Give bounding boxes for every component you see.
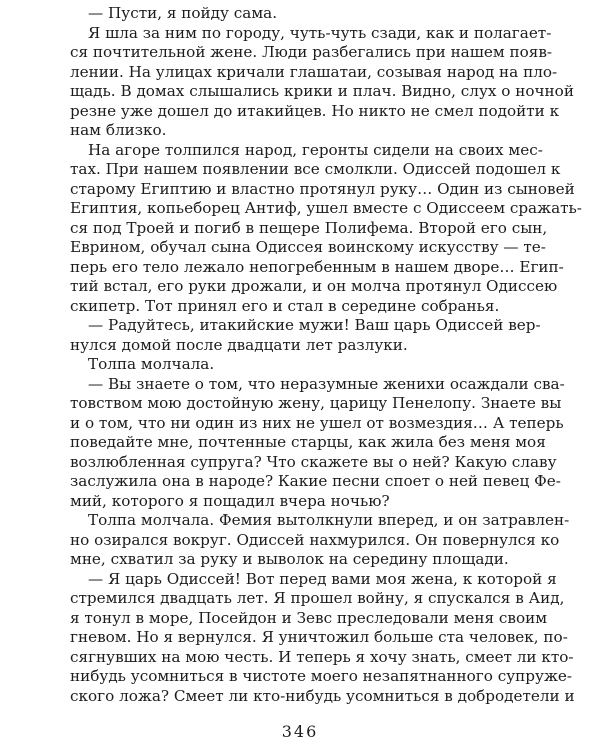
text-line: Египтия, копьеборец Антиф, ушел вместе с Одиссеем сражать- (70, 199, 582, 217)
text-line: скипетр. Тот принял его и стал в середине собранья. (70, 296, 500, 315)
text-line: На агоре толпился народ, геронты сидели на своих мес- (88, 140, 543, 159)
text-line: мий, которого я пощадил вчера ночью? (70, 491, 390, 510)
text-line: я тонул в море, Посейдон и Зевс преследовали меня своим (70, 608, 548, 627)
text-line: Толпа молчала. Фемия вытолкнули вперед, и он затравлен- (88, 511, 570, 529)
text-line: — Радуйтесь, итакийские мужи! Ваш царь Одиссей вер- (88, 316, 541, 334)
text-line: — Вы знаете о том, что неразумные женихи осаждали сва- (88, 374, 565, 393)
text-line: лении. На улицах кричали глашатаи, созывая народ на пло- (70, 62, 558, 81)
text-line: — Я царь Одиссей! Вот перед вами моя жена, к которой я (88, 569, 557, 588)
text-line: стремился двадцать лет. Я прошел войну, я спускался в Аид, (70, 589, 565, 607)
text-line: ся под Троей и погиб в пещере Полифема. Второй его сын, (70, 218, 548, 237)
text-line: нибудь усомниться в чистоте моего незапятнанного супруже- (70, 667, 573, 685)
text-line: нулся домой после двадцати лет разлуки. (70, 335, 408, 354)
text-line: заслужила она в народе? Какие песни споет о ней певец Фе- (70, 472, 561, 490)
text-line: тах. При нашем появлении все смолкли. Одиссей подошел к (70, 160, 561, 178)
page-number: 346 (281, 722, 319, 741)
text-line: нам близко. (70, 121, 167, 139)
text-line: Толпа молчала. (88, 355, 215, 373)
text-line: но озирался вокруг. Одиссей нахмурился. Он повернулся ко (70, 530, 560, 549)
text-line: старому Египтию и властно протянул руку… Один из сыновей (70, 179, 575, 198)
text-line: возлюбленная супруга? Что скажете вы о ней? Какую славу (70, 452, 557, 471)
text-line: мне, схватил за руку и выволок на середину площади. (70, 550, 509, 568)
text-line: щадь. В домах слышались крики и плач. Видно, слух о ночной (70, 82, 574, 100)
text-line: Я шла за ним по городу, чуть-чуть сзади, как и полагает- (88, 23, 552, 42)
text-line: резне уже дошел до итакийцев. Но никто не смел подойти к (70, 101, 560, 120)
text-line: товством мою достойную жену, царицу Пенелопу. Знаете вы (70, 394, 562, 412)
text-line: Еврином, обучал сына Одиссея воинскому искусству — те- (70, 238, 546, 256)
text-line: ского ложа? Смеет ли кто-нибудь усомниться в добродетели и (70, 686, 575, 705)
text-line: сягнувших на мою честь. И теперь я хочу знать, смеет ли кто- (70, 647, 574, 666)
text-line: перь его тело лежало непогребенным в нашем дворе… Егип- (70, 257, 564, 276)
text-line: и о том, что ни один из них не ушел от возмездия… А теперь (70, 413, 564, 432)
text-line: тий встал, его руки дрожали, и он молча протянул Одиссею (70, 277, 558, 295)
text-line: — Пусти, я пойду сама. (88, 4, 278, 22)
text-line: поведайте мне, почтенные старцы, как жила без меня моя (70, 433, 546, 451)
text-line: гневом. Но я вернулся. Я уничтожил больше ста человек, по- (70, 628, 568, 646)
text-line: ся почтительной жене. Люди разбегались при нашем появ- (70, 43, 553, 61)
body-text (70, 4, 582, 706)
